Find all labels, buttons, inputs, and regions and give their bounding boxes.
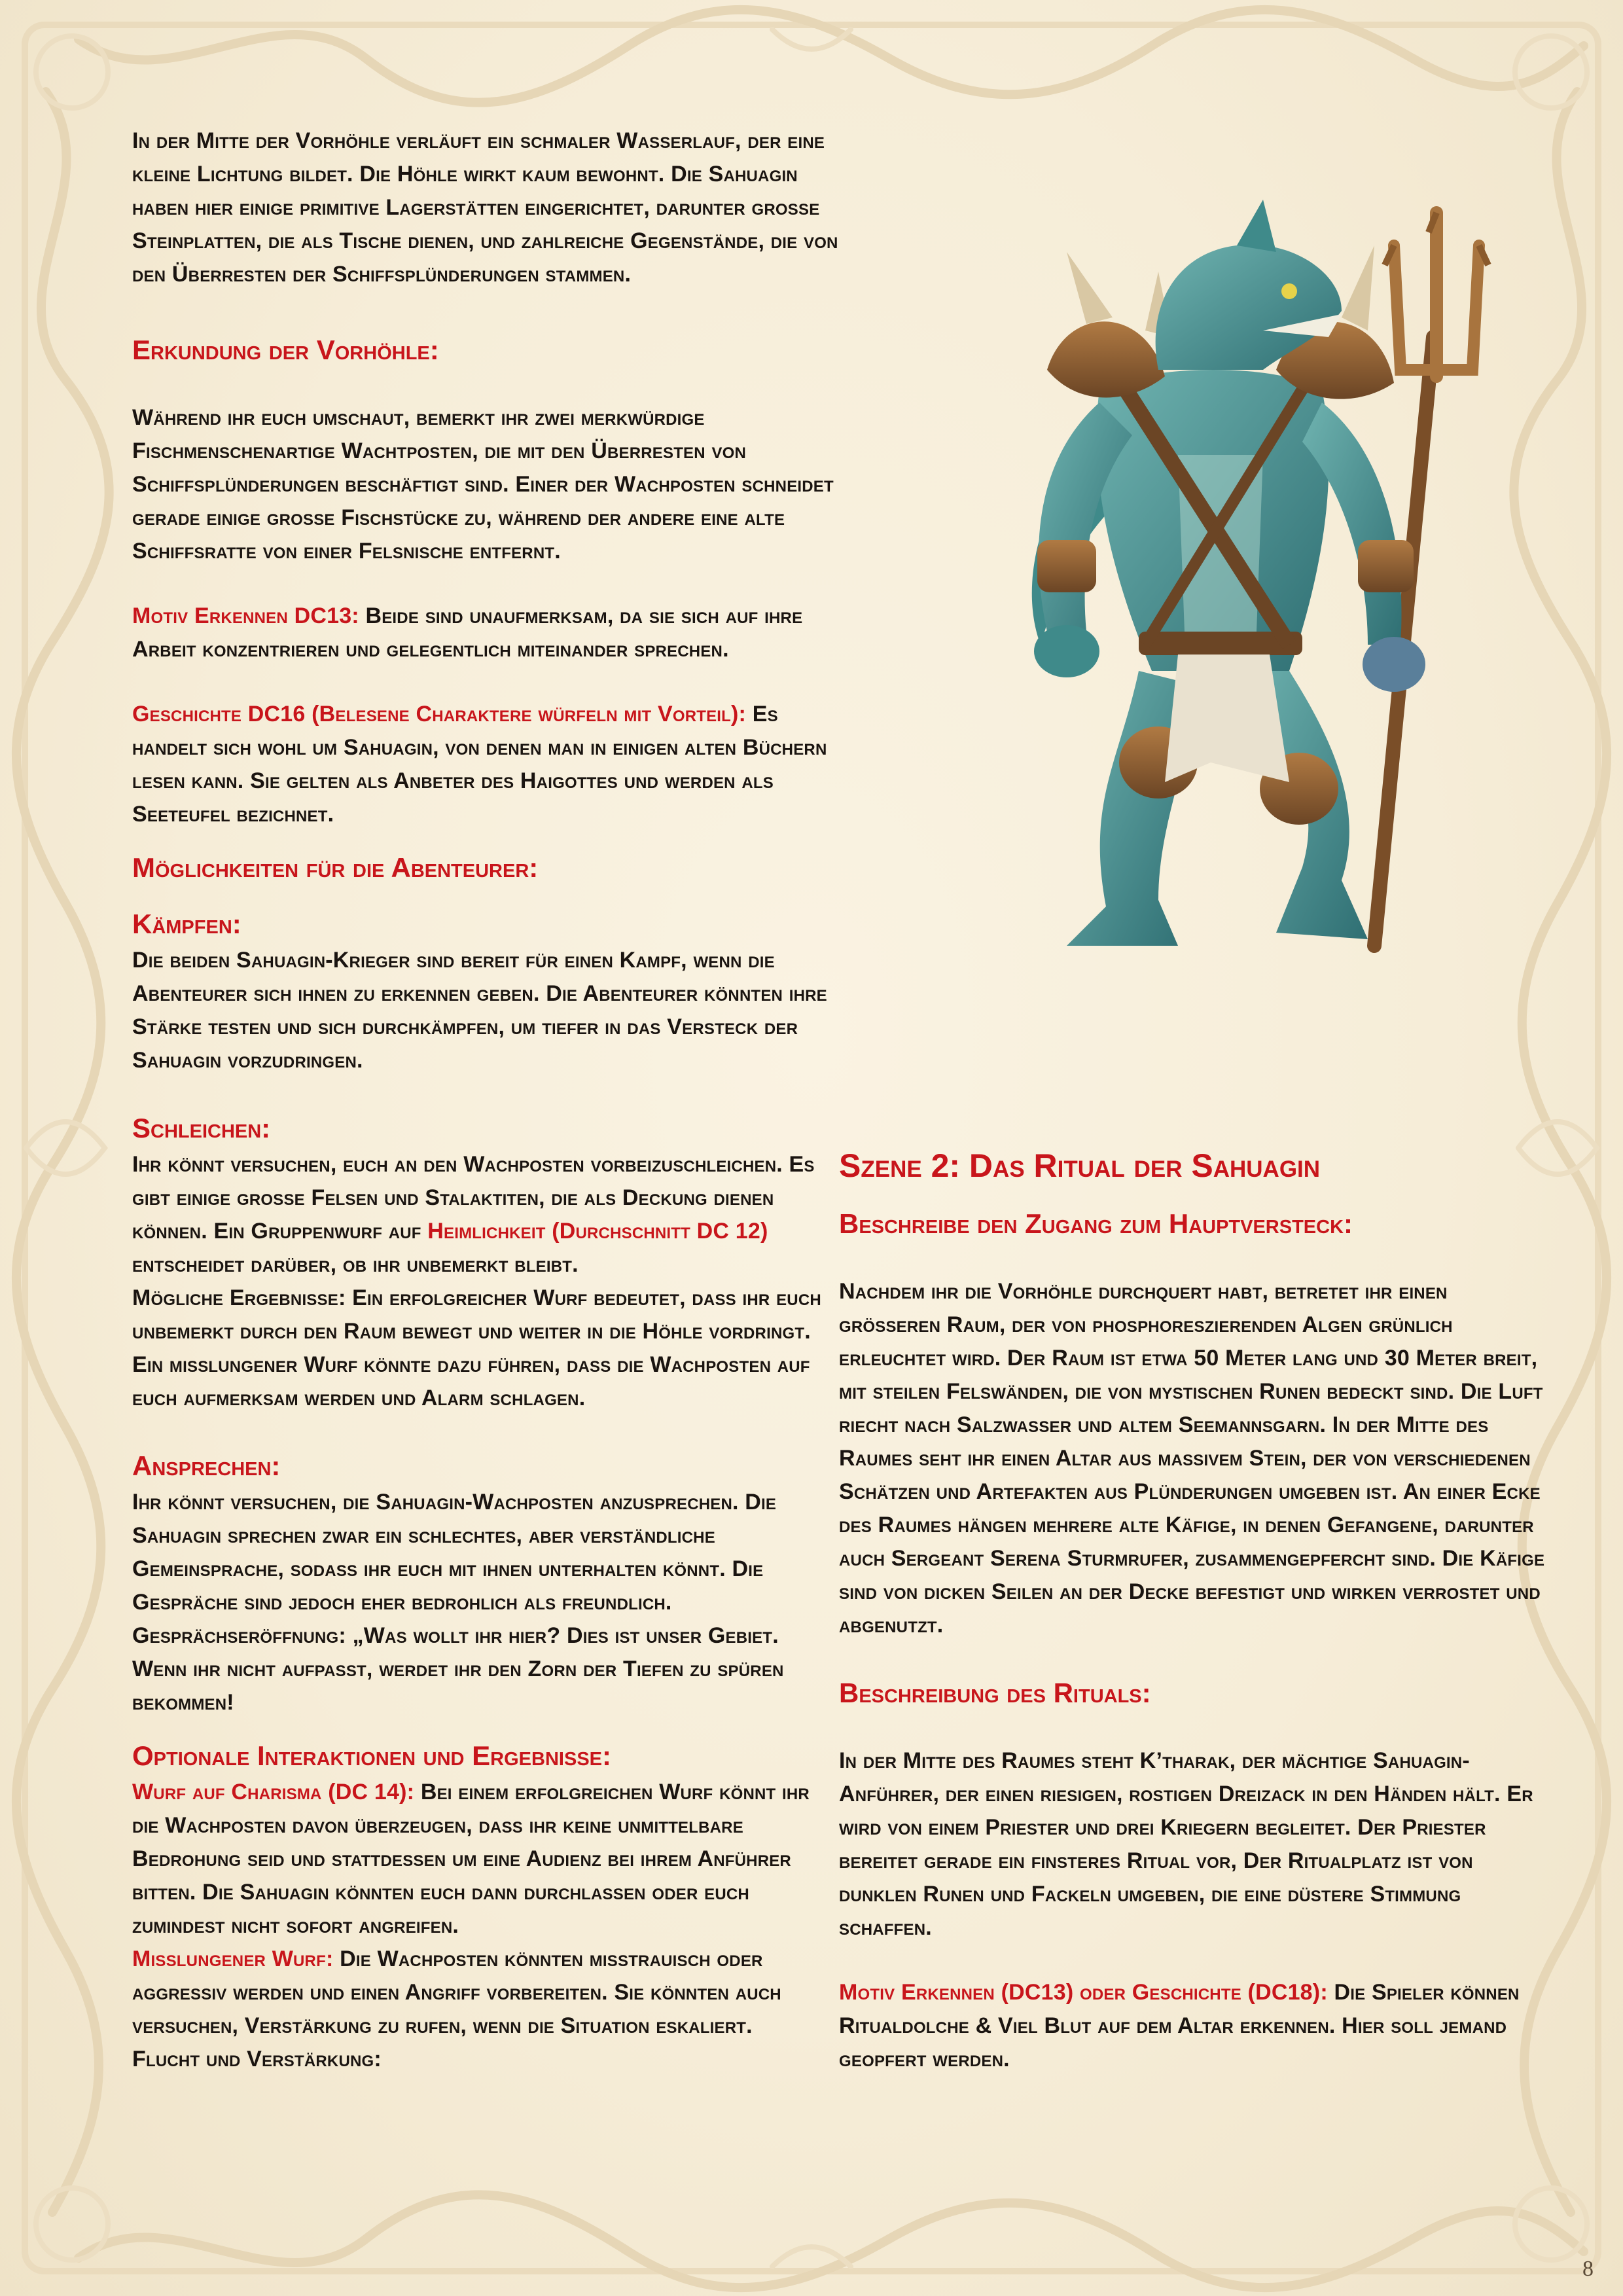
exploration-paragraph: Während ihr euch umschaut, bemerkt ihr zwei merkwürdige Fischmenschenartige Wachtposten, die mit den Überresten von Schiffsplünderungen beschäftigt sind. Einer der Wachposten schneidet gerade einige grosse Fischstücke zu, während der andere eine alte Schiffsratte von einer Felsnische entfernt. (132, 405, 834, 564)
sneak-results: Mögliche Ergebnisse: Ein erfolgreicher Wurf bedeutet, dass ihr euch unbemerkt durch den Raum bewegt und weiter in die Höhle vordringt. Ein misslungener Wurf könnte dazu führen, dass die Wachposten auf euch aufmerksam werden und Alarm schlagen. (132, 1285, 821, 1410)
right-column (839, 1144, 1546, 2076)
sneak-text-1: Ihr könnt versuchen, euch an den Wachposten vorbeizuschleichen. Es gibt einige grosse Felsen und Stalaktiten, die als Deckung dienen können. Ein Gruppenwurf auf (132, 1152, 815, 1244)
history-paragraph (132, 698, 839, 831)
talk-heading: Ansprechen: (132, 1450, 281, 1481)
motive-label: Motiv Erkennen DC13: (132, 603, 359, 628)
access-paragraph: Nachdem ihr die Vorhöhle durchquert habt, betretet ihr einen grösseren Raum, der von phosphoreszierenden Algen grünlich erleuchtet wird. Der Raum ist etwa 50 Meter lang und 30 Meter breit, mit steilen Felswänden, die von mystischen Runen bedeckt sind. Die Luft riecht nach Salzwasser und altem Seemannsgarn. In der Mitte des Raumes seht ihr einen Altar aus massivem Stein, der von verschiedenen Schätzen und Artefakten aus Plünderungen umgeben ist. An einer Ecke des Raumes hängen mehrere alte Käfige, in denen Gefangene, darunter auch Sergeant Serena Sturmrufer, zusammengepfercht sind. Die Käfige sind von dicken Seilen an der Decke befestigt und wirken verrostet und abgenutzt. (839, 1279, 1545, 1638)
history-label: Geschichte DC16 (Belesene Charaktere würfeln mit Vorteil): (132, 702, 747, 726)
left-column (132, 124, 839, 2076)
options-heading: Möglichkeiten für die Abenteurer: (132, 852, 539, 883)
motive-text: Beide sind unaufmerksam, da sie sich auf ihre Arbeit konzentrieren und gelegentlich miteinander sprechen. (132, 603, 803, 662)
sneak-text-2: entscheidet darüber, ob ihr unbemerkt bleibt. (132, 1252, 579, 1277)
flight-paragraph: Flucht und Verstärkung: (132, 2047, 382, 2072)
scene-heading: Szene 2: Das Ritual der Sahuagin (839, 1147, 1321, 1184)
sahuagin-illustration (870, 173, 1564, 978)
optional-heading: Optionale Interaktionen und Ergebnisse: (132, 1740, 611, 1771)
ritual-paragraph: In der Mitte des Raumes steht K’tharak, der mächtige Sahuagin-Anführer, der einen riesigen, rostigen Dreizack in den Händen hält. Er wird von einem Priester und drei Kriegern begleitet. Der Priester bereitet gerade ein finsteres Ritual vor, Der Ritualplatz ist von dunklen Runen und Fackeln umgeben, die eine düstere Stimmung schaffen. (839, 1748, 1533, 1940)
ritual-check-label: Motiv Erkennen (DC13) oder Geschichte (DC18): (839, 1980, 1328, 2005)
talk-paragraph: Ihr könnt versuchen, die Sahuagin-Wachposten anzusprechen. Die Sahuagin sprechen zwar ein schlechtes, aber verständliche Gemeinsprache, sodass ihr euch mit ihnen unterhalten könnt. Die Gespräche sind jedoch eher bedrohlich als freundlich. (132, 1490, 777, 1615)
charisma-text: Bei einem erfolgreichen Wurf könnt ihr die Wachposten davon überzeugen, dass ihr keine unmittelbare Bedrohung seid und stattdessen um eine Audienz bei ihrem Anführer bitten. Die Sahuagin könnten euch dann durchlassen oder euch zumindest nicht sofort angreifen. (132, 1780, 810, 1938)
fight-paragraph: Die beiden Sahuagin-Krieger sind bereit für einen Kampf, wenn die Abenteurer sich ihnen zu erkennen geben. Die Abenteurer könnten ihre Stärke testen und sich durchkämpfen, um tiefer in das Versteck der Sahuagin vorzudringen. (132, 948, 827, 1073)
fight-heading: Kämpfen: (132, 908, 241, 939)
fail-label: Misslungener Wurf: (132, 1946, 334, 1971)
sneak-paragraph (132, 1148, 839, 1282)
sneak-heading: Schleichen: (132, 1113, 271, 1143)
ritual-check-text: Die Spieler können Ritualdolche & Viel Blut auf dem Altar erkennen. Hier soll jemand geopfert werden. (839, 1980, 1520, 2072)
intro-paragraph: In der Mitte der Vorhöhle verläuft ein schmaler Wasserlauf, der eine kleine Lichtung bildet. Die Höhle wirkt kaum bewohnt. Die Sahuagin haben hier einige primitive Lagerstätten eingerichtet, darunter grosse Steinplatten, die als Tische dienen, und zahlreiche Gegenstände, die von den Überresten der Schiffsplünderungen stammen. (132, 128, 838, 287)
exploration-heading: Erkundung der Vorhöhle: (132, 334, 439, 365)
access-heading: Beschreibe den Zugang zum Hauptversteck: (839, 1208, 1353, 1239)
talk-quote: Gesprächseröffnung: „Was wollt ihr hier? Dies ist unser Gebiet. Wenn ihr nicht aufpasst, werdet ihr den Zorn der Tiefen zu spüren bekommen! (132, 1623, 784, 1715)
charisma-paragraph (132, 1776, 839, 1943)
sneak-label: Heimlichkeit (Durchschnitt DC 12) (427, 1219, 768, 1244)
history-text: Es handelt sich wohl um Sahuagin, von denen man in einigen alten Büchern lesen kann. Sie gelten als Anbeter des Haigottes und werden als Seeteufel bezichnet. (132, 702, 827, 827)
fail-text: Die Wachposten könnten misstrauisch oder aggressiv werden und einen Angriff vorbereiten. Sie könnten auch versuchen, Verstärkung zu rufen, wenn die Situation eskaliert. (132, 1946, 781, 2038)
motive-paragraph (132, 600, 839, 666)
ritual-check-paragraph (839, 1976, 1546, 2076)
fail-paragraph (132, 1943, 839, 2043)
page-number: 8 (1582, 2257, 1594, 2281)
charisma-label: Wurf auf Charisma (DC 14): (132, 1780, 415, 1804)
ritual-heading: Beschreibung des Rituals: (839, 1677, 1151, 1708)
